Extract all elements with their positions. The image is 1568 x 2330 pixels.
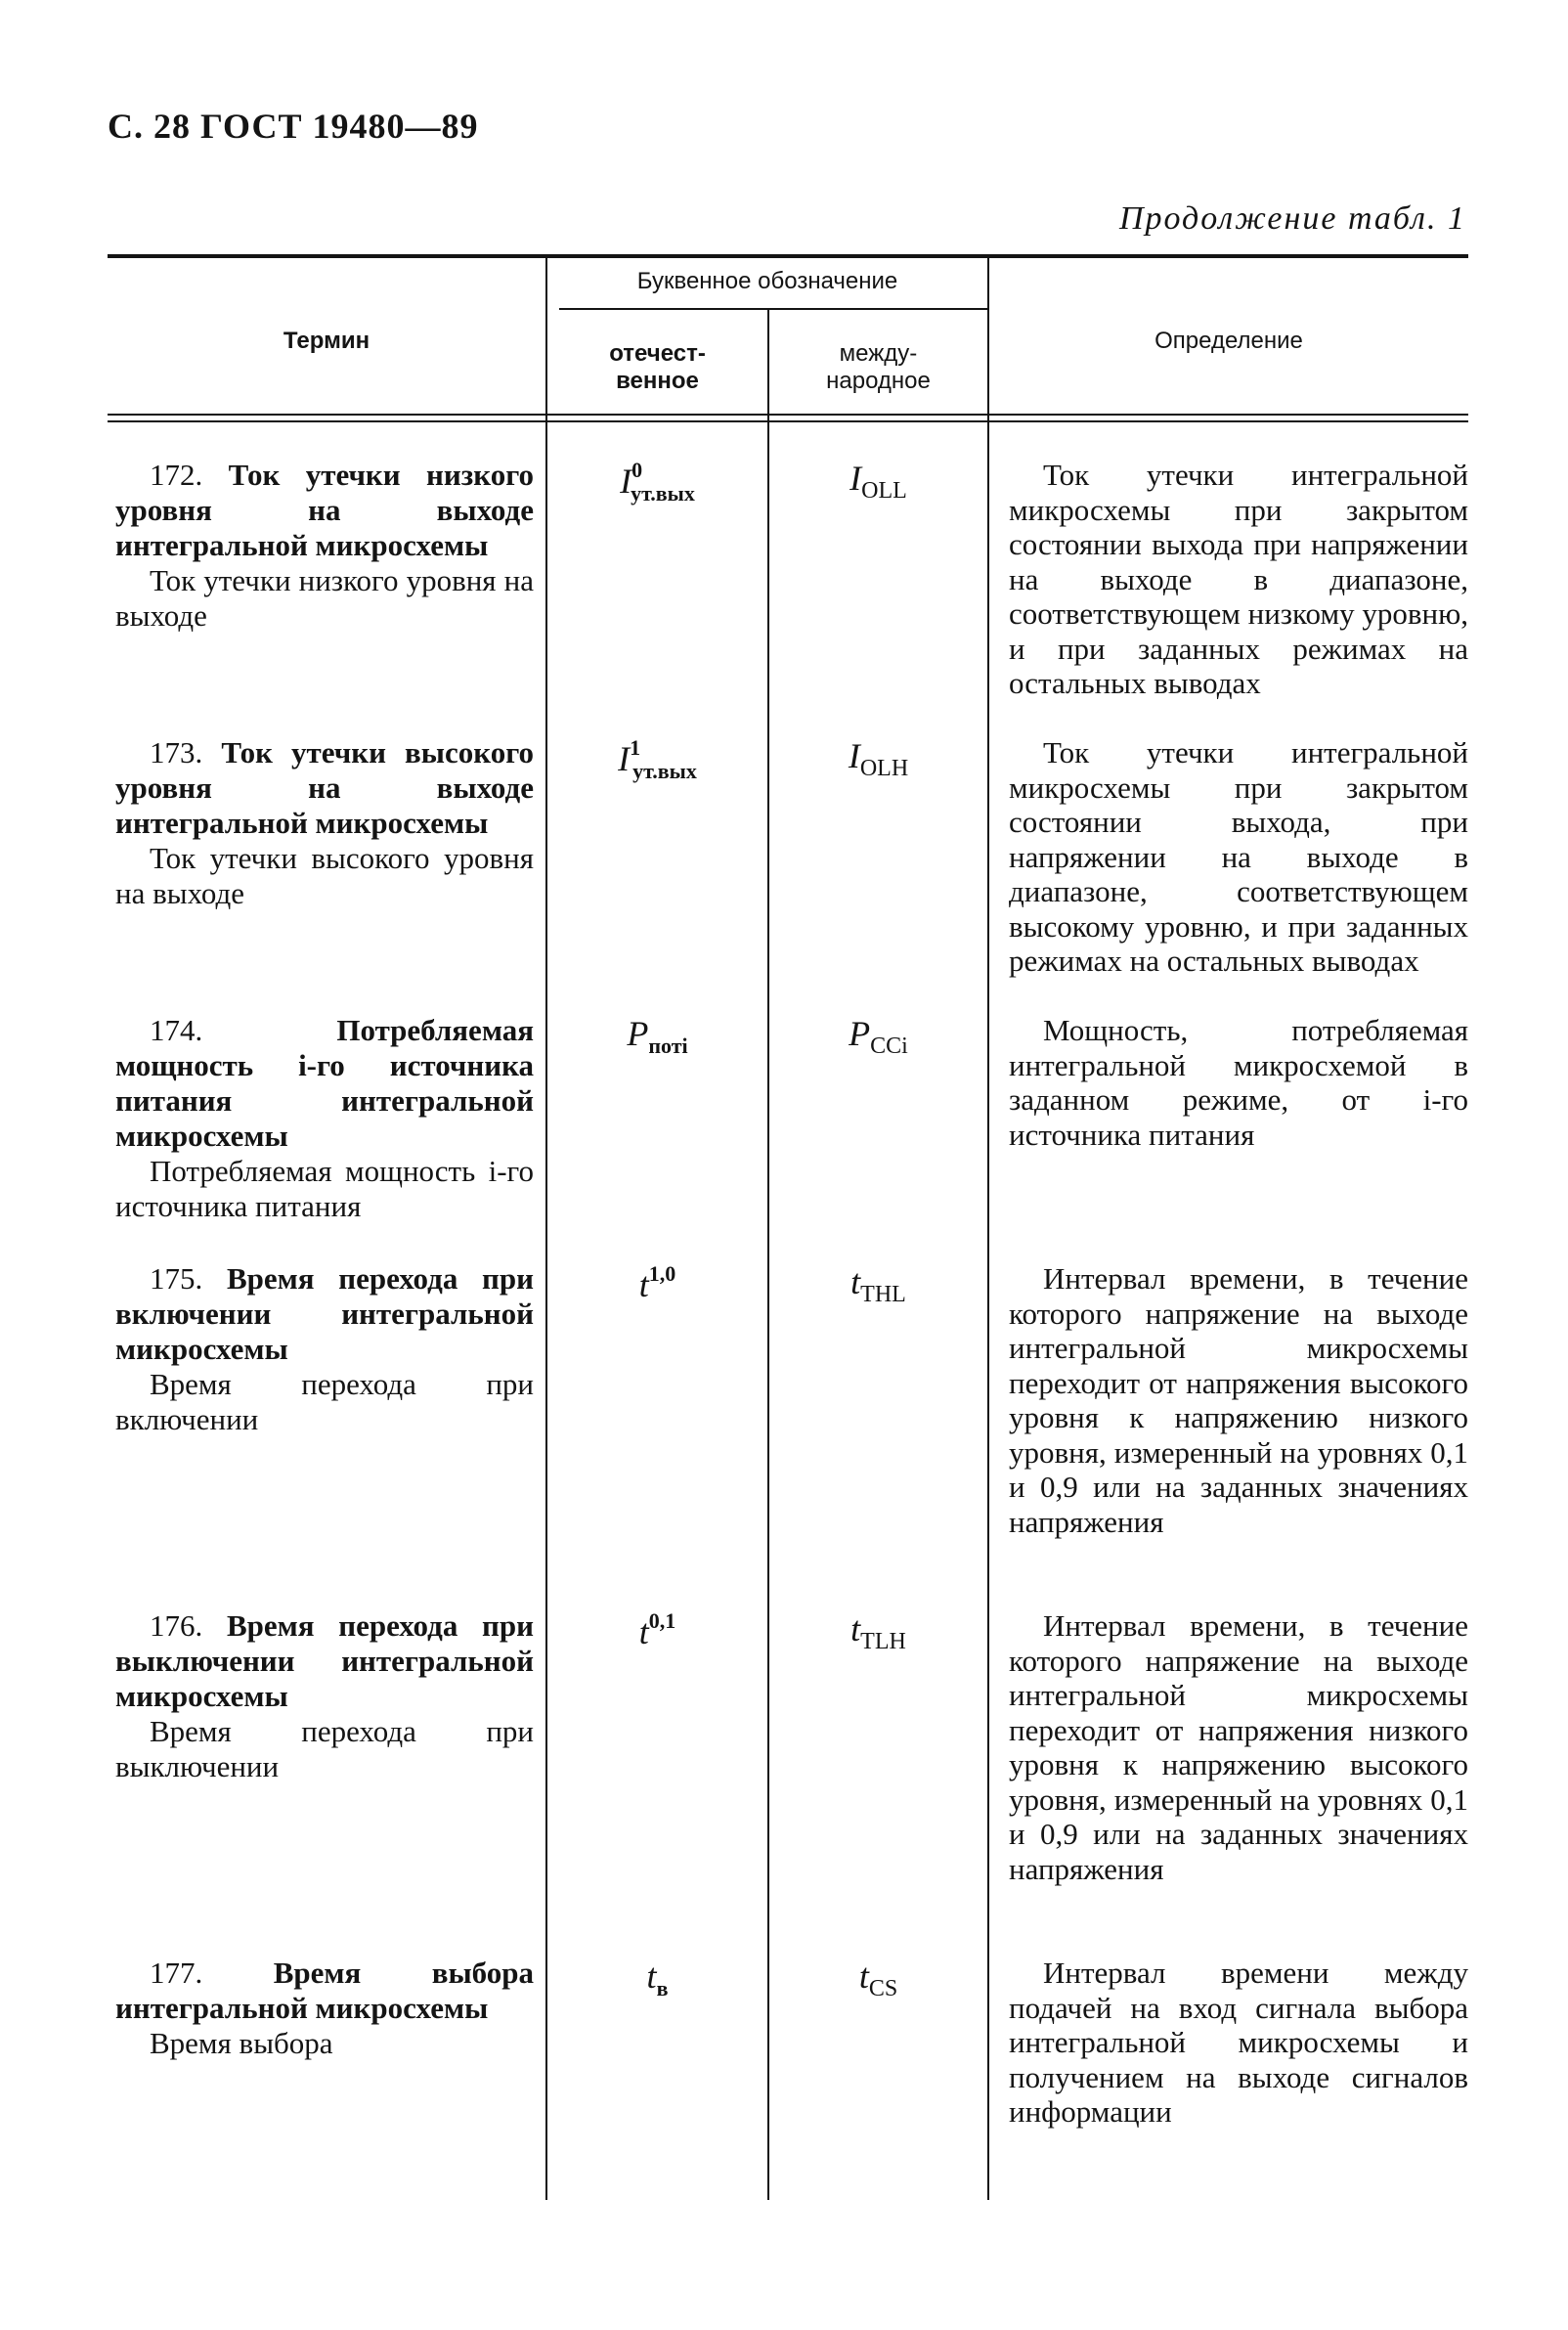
term-number: 175. [150,1261,203,1296]
international-symbol: $t_{THL}$ [850,1262,906,1307]
table-row [115,1013,534,1224]
header-term: Термин [283,328,370,354]
column-divider [987,254,989,2200]
table-top-rule [108,254,1468,258]
domestic-symbol: $t^{0,1}$ [638,1608,676,1651]
header-bottom-rule [108,420,1468,422]
term-short-form: Ток утечки низкого уровня на выходе [115,563,534,633]
domestic-symbol: $t_в$ [646,1956,669,2000]
term-number: 174. [150,1013,203,1047]
header-letter-designation: Буквенное обозначение [636,268,898,294]
international-symbol: $I_{OLL}$ [849,459,907,504]
term-short-form: Ток утечки высокого уровня на выходе [115,841,534,910]
definition-text: Ток утечки интегральной микросхемы при закрытом состоянии выхода при напряжении на выходе в диапазоне, соответствующем низкому уровню, и при заданных режимах на остальных выводах [1009,458,1468,700]
international-symbol: $t_{TLH}$ [850,1609,906,1654]
domestic-symbol: $I^0_{ут.вых}$ [620,458,695,506]
term-number: 172. [150,458,203,492]
definition-text: Ток утечки интегральной микросхемы при закрытом состоянии выхода, при напряжении на выходе в диапазоне, соответствующем высокому уровню, и при заданных режимах на остальных выводах [1009,735,1468,978]
table-row [115,1956,534,2061]
international-symbol: $I_{OLH}$ [848,736,909,781]
term-number: 176. [150,1608,203,1643]
domestic-symbol: $t^{1,0}$ [638,1261,676,1304]
header-definition: Определение [1154,328,1303,354]
domestic-symbol: $P_{потi}$ [627,1014,688,1058]
term-short-form: Потребляемая мощность i-го источника питания [115,1154,534,1223]
definition-text: Интервал времени между подачей на вход сигнала выбора интегральной микросхемы и получением на выходе сигналов информации [1009,1956,1468,2129]
table-row [115,458,534,634]
table-row [115,1261,534,1437]
term-name: Время перехода при включении интегральной микросхемы [115,1261,534,1366]
international-symbol: $t_{CS}$ [858,1956,898,2001]
table-continuation-label: Продолжение табл. 1 [1118,200,1466,237]
domestic-symbol: $I^1_{ут.вых}$ [618,735,697,783]
term-short-form: Время перехода при выключении [115,1714,534,1783]
term-name: Потребляемая мощность i-го источника питания интегральной микросхемы [115,1013,534,1153]
table-row [115,1608,534,1784]
international-symbol: $P_{CCi}$ [849,1014,908,1059]
column-divider [767,308,769,2200]
term-name: Время выбора интегральной микросхемы [115,1956,534,2025]
definition-text: Интервал времени, в течение которого напряжение на выходе интегральной микросхемы переходит от напряжения высокого уровня к напряжению низкого уровня, измеренный на уровнях 0,1 и 0,9 или на заданных значениях напряжения [1009,1261,1468,1539]
definition-text: Мощность, потребляемая интегральной микросхемой в заданном режиме, от i-го источника питания [1009,1013,1468,1152]
term-name: Ток утечки высокого уровня на выходе интегральной микросхемы [115,735,535,840]
term-name: Ток утечки низкого уровня на выходе интегральной микросхемы [115,458,534,562]
definition-text: Интервал времени, в течение которого напряжение на выходе интегральной микросхемы переходит от напряжения низкого уровня к напряжению высокого уровня, измеренный на уровнях 0,1 и 0,9 или на заданных значениях напряжения [1009,1608,1468,1886]
term-number: 173. [150,735,203,769]
column-divider [545,254,547,2200]
subheader-rule [559,308,987,310]
term-number: 177. [150,1956,203,1990]
terms-table [108,254,1468,2200]
term-name: Время перехода при выключении интегральной микросхемы [115,1608,534,1713]
term-short-form: Время выбора [150,2026,333,2060]
term-short-form: Время перехода при включении [115,1367,534,1436]
page-header: С. 28 ГОСТ 19480—89 [108,107,479,146]
header-bottom-rule [108,414,1468,416]
header-international: между- народное [826,340,931,394]
header-domestic: отечест- венное [609,340,706,394]
table-row [115,735,534,911]
